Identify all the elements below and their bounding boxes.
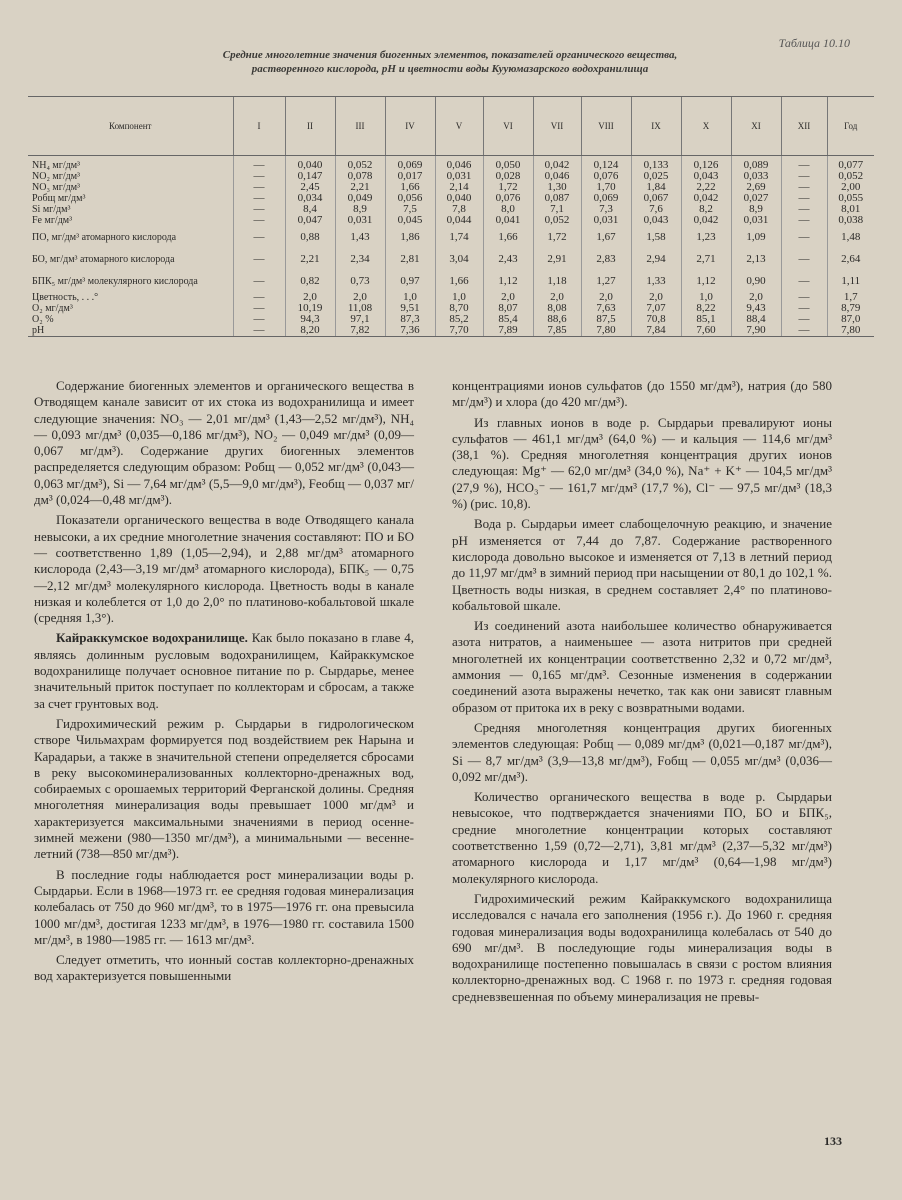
value-cell: 0,124 [581,156,631,172]
value-cell: 7,82 [335,325,385,337]
value-cell: 0,067 [631,193,681,204]
value-cell: — [233,182,285,193]
value-cell: 7,60 [681,325,731,337]
value-cell: 1,67 [581,226,631,248]
value-cell: 0,077 [827,156,874,172]
value-cell: — [233,215,285,226]
value-cell: 8,0 [483,204,533,215]
value-cell: 7,36 [385,325,435,337]
value-cell: 7,1 [533,204,581,215]
component-name-cell: Цветность, . . .° [32,292,99,303]
value-cell: 88,4 [731,314,781,325]
table-header-cell: IV [385,97,435,156]
value-cell: 87,0 [827,314,874,325]
value-cell: 1,0 [435,292,483,303]
table-header-cell: III [335,97,385,156]
value-cell: 1,66 [483,226,533,248]
paragraph [34,630,414,711]
value-cell: 1,72 [533,226,581,248]
value-cell: 2,0 [533,292,581,303]
value-cell: 2,81 [385,248,435,270]
value-cell: — [781,325,827,337]
value-cell: 2,45 [285,182,335,193]
value-cell: 1,70 [581,182,631,193]
value-cell: 0,087 [533,193,581,204]
value-cell: 0,047 [285,215,335,226]
value-cell: 7,07 [631,303,681,314]
value-cell: 0,046 [435,156,483,172]
value-cell: 0,031 [435,171,483,182]
value-cell: 7,80 [827,325,874,337]
component-name-cell: ПО, мг/дм³ атомарного кислорода [32,231,177,243]
value-cell: 0,126 [681,156,731,172]
component-name-cell: pH [28,325,233,337]
value-cell: 2,94 [631,248,681,270]
paragraph: Показатели органического вещества в воде Отводящего канала невысоки, а их средние многолетние значения составляют: ПО и БО — соответственно 1,89 (1,05—2,94), и 2,88 мг/дм³ атомарного кислорода (2,43—3,19 мг/дм³ атомарного кислорода), БПК₅ — 0,75—2,12 мг/дм³ молекулярного кислорода. Цветность воды в канале низкая и колеблется от 1,0 до 2,0° по платиново-кобальтовой шкале (средняя 1,3°). [34,512,414,626]
value-cell: 1,58 [631,226,681,248]
value-cell: 8,2 [681,204,731,215]
value-cell: 0,031 [335,215,385,226]
table-header-cell: Компонент [28,97,233,156]
value-cell: 10,19 [285,303,335,314]
table-row [28,325,874,337]
value-cell: 0,043 [681,171,731,182]
value-cell: 3,04 [435,248,483,270]
table-header-cell: II [285,97,335,156]
value-cell: 0,90 [731,270,781,292]
value-cell: 9,51 [385,303,435,314]
paragraph: концентрациями ионов сульфатов (до 1550 мг/дм³), натрия (до 580 мг/дм³) и хлора (до 420 мг/дм³). [452,378,832,410]
value-cell: 2,0 [335,292,385,303]
value-cell: 1,18 [533,270,581,292]
component-name-cell: Fe мг/дм³ [32,215,73,226]
value-cell: 0,025 [631,171,681,182]
table-title: Средние многолетние значения биогенных элементов, показателей органического вещества, растворенного кислорода, pH и цветности воды Кууюмазарского водохранилища [222,49,678,75]
value-cell: 7,3 [581,204,631,215]
value-cell: 7,8 [435,204,483,215]
value-cell: 1,30 [533,182,581,193]
value-cell: 2,64 [827,248,874,270]
value-cell: 0,050 [483,156,533,172]
value-cell: 0,076 [581,171,631,182]
value-cell: 0,056 [385,193,435,204]
value-cell: 2,69 [731,182,781,193]
value-cell: 0,044 [435,215,483,226]
value-cell: 8,20 [285,325,335,337]
value-cell: 1,66 [385,182,435,193]
value-cell: 11,08 [335,303,385,314]
value-cell: 0,031 [731,215,781,226]
value-cell: 8,4 [285,204,335,215]
value-cell: 1,0 [385,292,435,303]
value-cell: 1,66 [435,270,483,292]
paragraph: Вода р. Сырдарьи имеет слабощелочную реакцию, и значение pH изменяется от 7,44 до 7,87. Содержание растворенного кислорода довольно высокое и изменяется от 7,13 в летний период до 11,97 мг/дм³ в зимний период при насыщении от 80,1 до 102,1 %. Цветность воды низкая, в среднем составляет 2,4° по платиново-кобальтовой шкале. [452,516,832,613]
value-cell: 7,89 [483,325,533,337]
value-cell: 0,052 [827,171,874,182]
value-cell: 0,82 [285,270,335,292]
value-cell: 2,0 [285,292,335,303]
value-cell: — [233,314,285,325]
value-cell: 1,12 [681,270,731,292]
table-header-cell: VII [533,97,581,156]
value-cell: 0,045 [385,215,435,226]
value-cell: 0,031 [581,215,631,226]
paragraph: Средняя многолетняя концентрация других биогенных элементов следующая: Pобщ — 0,089 мг/дм³ (0,021—0,187 мг/дм³), Si — 8,7 мг/дм³ (3,9—13,8 мг/дм³), Fобщ — 0,055 мг/дм³ (0,036—0,092 мг/дм³). [452,719,832,784]
value-cell: — [233,292,285,303]
component-name-cell: БПК₅ мг/дм³ молекулярного кислорода [32,275,198,287]
value-cell: — [781,303,827,314]
value-cell: 1,74 [435,226,483,248]
page-number: 133 [824,1134,842,1148]
value-cell: 1,33 [631,270,681,292]
value-cell: 0,046 [533,171,581,182]
value-cell: — [781,270,827,292]
value-cell: — [781,204,827,215]
data-table [28,96,874,337]
value-cell: 7,85 [533,325,581,337]
value-cell: 8,9 [731,204,781,215]
value-cell: — [233,171,285,182]
value-cell: 0,040 [435,193,483,204]
value-cell: 2,43 [483,248,533,270]
value-cell: 0,017 [385,171,435,182]
paragraph: Из главных ионов в воде р. Сырдарьи превалируют ионы сульфатов — 461,1 мг/дм³ (64,0 %) — и кальция — 114,6 мг/дм³ (38,1 %). Средняя многолетняя концентрация других ионов следующая: Mg⁺ — 62,0 мг/дм³ (34,0 %), Na⁺ + K⁺ — 104,5 мг/дм³ (27,9 %), HCO₃⁻ — 161,7 мг/дм³ (17,7 %), Cl⁻ — 97,5 мг/дм³ (18,3 %) (рис. 10,8). [452,414,832,512]
table-header-cell: IX [631,97,681,156]
value-cell: 7,90 [731,325,781,337]
table-row [28,248,874,270]
value-cell: 1,7 [827,292,874,303]
table-row [28,270,874,292]
value-cell: 1,48 [827,226,874,248]
table-row [28,215,874,226]
value-cell: 2,21 [335,182,385,193]
component-name-cell: NO₂ мг/дм³ [32,171,81,182]
table-header-row [28,97,874,156]
value-cell: 2,00 [827,182,874,193]
value-cell: 0,049 [335,193,385,204]
value-cell: 0,73 [335,270,385,292]
value-cell: 97,1 [335,314,385,325]
paragraph: Из соединений азота наибольшее количество обнаруживается азота нитратов, а наименьшее — азота нитритов при средней многолетней их концентрации соответственно 2,32 и 0,72 мг/дм³, аммония — 0,165 мг/дм³. Сезонные изменения в содержании соединений азота выражены нечетко, так как они зависят главным образом от притока их в реку с возвратными водами. [452,618,832,715]
value-cell: 1,23 [681,226,731,248]
value-cell: 1,72 [483,182,533,193]
value-cell: 7,84 [631,325,681,337]
value-cell: 2,34 [335,248,385,270]
value-cell: 0,88 [285,226,335,248]
value-cell: 2,14 [435,182,483,193]
value-cell: 0,028 [483,171,533,182]
value-cell: — [781,292,827,303]
value-cell: 0,076 [483,193,533,204]
value-cell: 70,8 [631,314,681,325]
value-cell: 0,97 [385,270,435,292]
value-cell: 87,5 [581,314,631,325]
value-cell: — [781,182,827,193]
table-body [28,156,874,337]
table-header-cell: VI [483,97,533,156]
value-cell: 7,63 [581,303,631,314]
value-cell: 1,86 [385,226,435,248]
table-label: Таблица 10.10 [778,36,850,50]
value-cell: 8,79 [827,303,874,314]
paragraph: В последние годы наблюдается рост минерализации воды р. Сырдарьи. Если в 1968—1973 гг. ее средняя годовая минерализация колебалась от 750 до 960 мг/дм³, то в 1975—1976 гг. она превысила 1000 мг/дм³, достигая 1233 мг/дм³, в 1976—1980 гг. составила 1500 мг/дм³, в 1980—1985 гг. — 1613 мг/дм³. [34,866,414,947]
value-cell: 2,22 [681,182,731,193]
value-cell: 94,3 [285,314,335,325]
value-cell: — [233,193,285,204]
value-cell: 85,1 [681,314,731,325]
paragraph: Содержание биогенных элементов и органического вещества в Отводящем канале зависит от их стока из водохранилища и имеет следующие значения: NO₃ — 2,01 мг/дм³ (1,43—2,52 мг/дм³), NH₄ — 0,093 мг/дм³ (0,035—0,186 мг/дм³), NO₂ — 0,049 мг/дм³ (0,09—0,067 мг/дм³). Содержание других биогенных элементов распределяется следующим образом: Pобщ — 0,052 мг/дм³ (0,043—0,063 мг/дм³), Si — 7,64 мг/дм³ (5,5—9,0 мг/дм³), Feобщ — 0,037 мг/дм³ (0,024—0,48 мг/дм³). [34,378,414,508]
table-header-cell: XII [781,97,827,156]
table-header-cell: X [681,97,731,156]
value-cell: 2,13 [731,248,781,270]
value-cell: — [233,325,285,337]
value-cell: 0,043 [631,215,681,226]
value-cell: 0,040 [285,156,335,172]
value-cell: 7,70 [435,325,483,337]
value-cell: — [233,248,285,270]
value-cell: 0,027 [731,193,781,204]
value-cell: 1,27 [581,270,631,292]
component-name-cell: NH₄ мг/дм³ [32,160,81,171]
value-cell: 0,052 [335,156,385,172]
value-cell: 0,069 [385,156,435,172]
value-cell: — [233,156,285,172]
value-cell: 1,12 [483,270,533,292]
paragraph: Гидрохимический режим р. Сырдарьи в гидрологическом створе Чильмахрам формируется под воздействием рек Нарына и Карадарьи, а также в значительной степени определяется сбросами в реку высокоминерализованных коллекторно-дренажных вод, собираемых с орошаемых территорий Ферганской долины. Средняя многолетняя минерализация воды превышает 1000 мг/дм³ и характеризуется максимальными значениями в период осенне-зимней межени (980—1350 мг/дм³), а минимальными — весенне-летний (738—850 мг/дм³). [34,715,414,862]
value-cell: 0,041 [483,215,533,226]
section-text: Как было показано в главе 4, являясь долинным русловым водохранилищем, Кайраккумское водохранилище получает основное питание по р. Сырдарье, менее значительный приток поступает по коллекторам и сбросам, а также за счет грунтовых вод. [34,630,414,711]
value-cell: 1,43 [335,226,385,248]
component-name-cell: Si мг/дм³ [32,204,71,215]
value-cell: — [781,226,827,248]
value-cell: 7,5 [385,204,435,215]
table-header-cell: XI [731,97,781,156]
value-cell: — [233,226,285,248]
value-cell: — [781,193,827,204]
value-cell: — [781,156,827,172]
value-cell: — [781,314,827,325]
value-cell: 88,6 [533,314,581,325]
paragraph: Гидрохимический режим Кайраккумского водохранилища исследовался с начала его заполнения (1956 г.). До 1960 г. средняя годовая минерализация воды водохранилища колебалась от 540 до 690 мг/дм³. В последующие годы минерализация воды в водохранилище постепенно повышалась в связи с ростом влияния коллекторно-дренажных вод. С 1968 г. по 1973 г. средняя годовая средневзвешенная по объему минерализация не превы- [452,890,832,1004]
value-cell: 85,4 [483,314,533,325]
value-cell: 7,6 [631,204,681,215]
value-cell: 0,133 [631,156,681,172]
component-name-cell: NO₃ мг/дм³ [32,182,81,193]
paragraph: Количество органического вещества в воде р. Сырдарьи невысокое, что подтверждается значениями ПО, БО и БПК₅, средние многолетние концентрации которых составляют соответственно 1,59 (0,72—2,71), 3,81 мг/дм³ (2,37—5,32 мг/дм³) атомарного кислорода и 1,17 мг/дм³ (0,64—1,98 мг/дм³) молекулярного кислорода. [452,789,832,886]
table-header-cell: I [233,97,285,156]
component-name-cell: Pобщ мг/дм³ [32,193,86,204]
value-cell: 1,0 [681,292,731,303]
value-cell: — [781,171,827,182]
table-header-cell: V [435,97,483,156]
value-cell: 0,038 [827,215,874,226]
value-cell: 0,042 [681,193,731,204]
value-cell: 87,3 [385,314,435,325]
value-cell: 2,21 [285,248,335,270]
table-row [28,226,874,248]
value-cell: 8,9 [335,204,385,215]
table-row [28,193,874,204]
value-cell: 2,71 [681,248,731,270]
value-cell: 1,09 [731,226,781,248]
left-column [34,378,414,985]
value-cell: 1,11 [827,270,874,292]
value-cell: 9,43 [731,303,781,314]
section-heading: Кайраккумское водохранилище. [56,630,248,646]
value-cell: 0,078 [335,171,385,182]
table-row [28,156,874,172]
component-name-cell: O₂ мг/дм³ [32,303,73,314]
value-cell: 0,042 [533,156,581,172]
paragraph: Следует отметить, что ионный состав коллекторно-дренажных вод характеризуется повышенными [34,952,414,984]
value-cell: 8,70 [435,303,483,314]
value-cell: — [781,248,827,270]
component-name-cell: БО, мг/дм³ атомарного кислорода [32,253,175,265]
value-cell: 0,033 [731,171,781,182]
value-cell: 0,052 [533,215,581,226]
value-cell: — [233,270,285,292]
right-column [452,378,832,1005]
value-cell: 0,089 [731,156,781,172]
value-cell: 1,84 [631,182,681,193]
value-cell: 8,22 [681,303,731,314]
value-cell: 8,07 [483,303,533,314]
value-cell: 2,0 [731,292,781,303]
value-cell: 0,069 [581,193,631,204]
component-name-cell: O₂ % [32,314,54,325]
table-header-cell: VIII [581,97,631,156]
value-cell: 2,0 [631,292,681,303]
value-cell: 0,034 [285,193,335,204]
value-cell: 0,147 [285,171,335,182]
value-cell: 7,80 [581,325,631,337]
table-header-cell: Год [827,97,874,156]
value-cell: 2,83 [581,248,631,270]
value-cell: 85,2 [435,314,483,325]
value-cell: 8,08 [533,303,581,314]
value-cell: — [233,303,285,314]
value-cell: — [233,204,285,215]
value-cell: 2,91 [533,248,581,270]
value-cell: 0,042 [681,215,731,226]
value-cell: — [781,215,827,226]
value-cell: 0,055 [827,193,874,204]
value-cell: 2,0 [581,292,631,303]
value-cell: 8,01 [827,204,874,215]
value-cell: 2,0 [483,292,533,303]
